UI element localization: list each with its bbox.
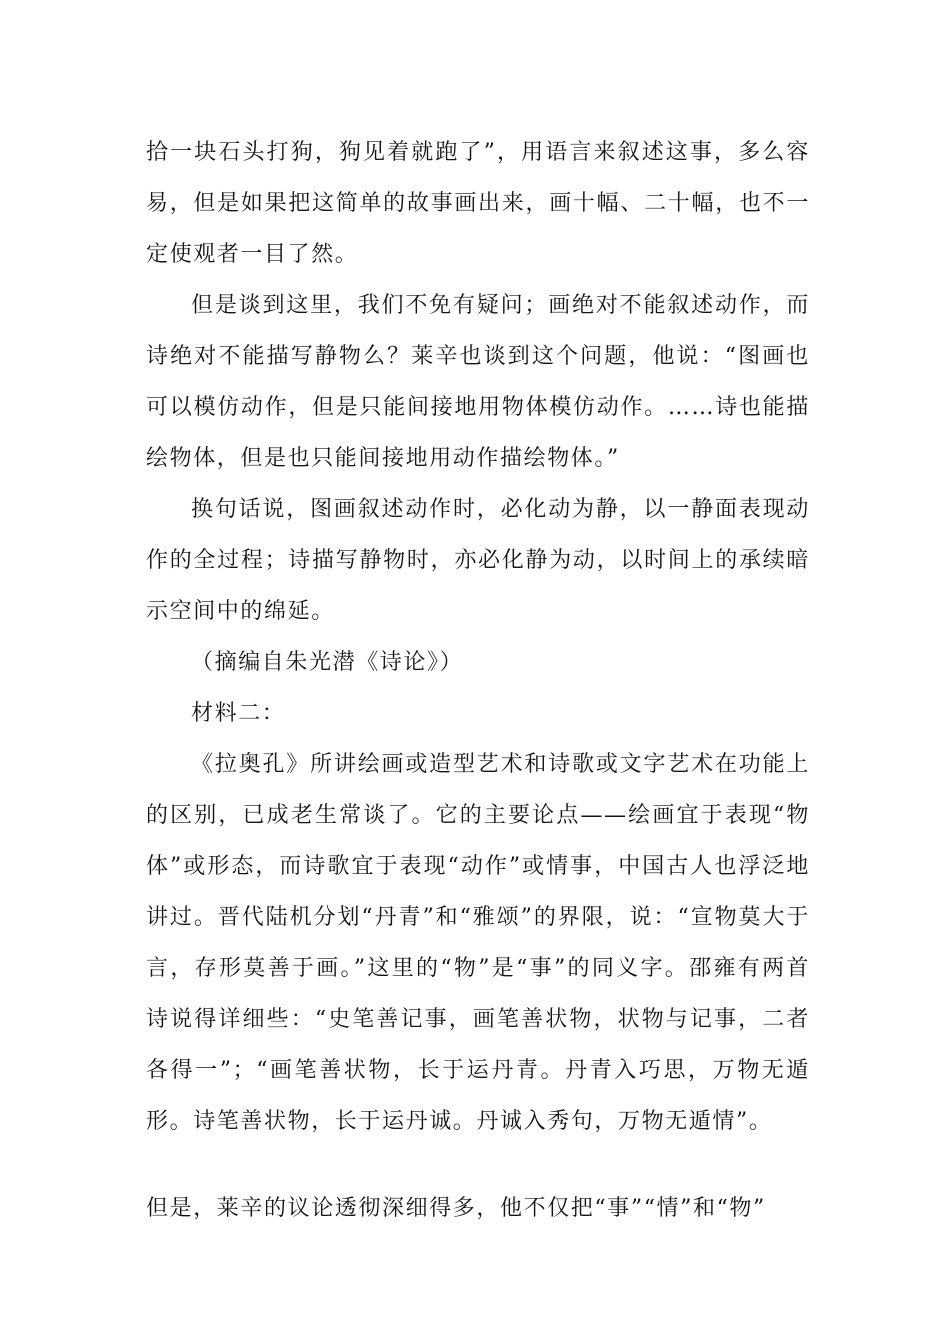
material-two-heading: 材料二：: [191, 701, 286, 726]
paragraph-however: 但是，莱辛的议论透彻深细得多，他不仅把“事”“情”和“物”: [146, 1196, 766, 1221]
article-body: [146, 127, 810, 1234]
paragraph-laocoon: 《拉奥孔》所讲绘画或造型艺术和诗歌或文字艺术在功能上的区别，已成老生常谈了。它的主要论点——绘画宜于表现“物体”或形态，而诗歌宜于表现“动作”或情事，中国古人也浮泛地讲过。晋代陆机分划“丹青”和“雅颂”的界限，说：“宣物莫大于言，存形莫善于画。”这里的“物”是“事”的同义字。邵雍有两首诗说得详细些：“史笔善记事，画笔善状物，状物与记事，二者各得一”；“画笔善状物，长于运丹青。丹青入巧思，万物无遁形。诗笔善状物，长于运丹诚。丹诚入秀句，万物无遁情”。: [146, 752, 810, 1134]
paragraph-lessing-question: 但是谈到这里，我们不免有疑问；画绝对不能叙述动作，而诗绝对不能描写静物么？莱辛也谈到这个问题，他说：“图画也可以模仿动作，但是只能间接地用物体模仿动作。……诗也能描绘物体，但是也只能间接地用动作描绘物体。”: [146, 293, 810, 471]
paragraph-continuation: 拾一块石头打狗，狗见着就跑了”，用语言来叙述这事，多么容易，但是如果把这简单的故事画出来，画十幅、二十幅，也不一定使观者一目了然。: [146, 140, 810, 267]
source-citation: （摘编自朱光潜《诗论》）: [191, 650, 464, 675]
paragraph-in-other-words: 换句话说，图画叙述动作时，必化动为静，以一静面表现动作的全过程；诗描写静物时，亦必化静为动，以时间上的承续暗示空间中的绵延。: [146, 497, 810, 624]
